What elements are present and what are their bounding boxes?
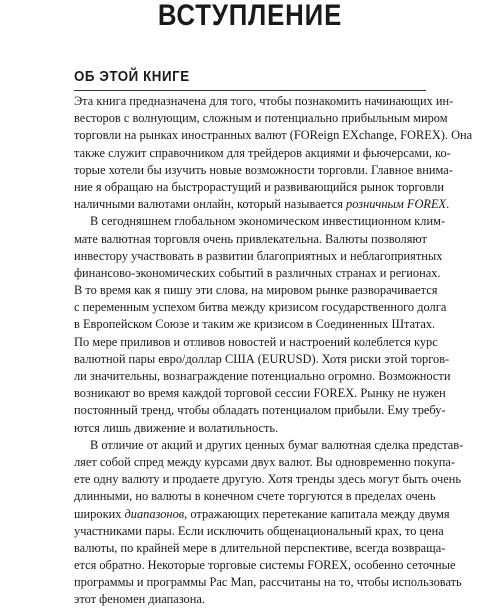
text-line [74, 93, 454, 110]
text-line [74, 316, 436, 333]
text-segment: По мере приливов и отливов новостей и настроений колеблется курс [74, 334, 438, 349]
text-line [74, 110, 448, 127]
text-segment: ли значительны, вознаграждение потенциально огромно. Возможности [74, 369, 451, 383]
text-line [74, 385, 446, 402]
text-segment: в Европейском Союзе и таким же кризисом в Соединенных Штатах. [74, 317, 436, 332]
text-segment: В отличие от акций и других ценных бумаг валютная сделка представ- [90, 437, 464, 452]
text-segment: ние я обращаю на быстрорастущий и развивающийся рынок торговли [74, 179, 445, 194]
text-segment: Эта книга предназначена для того, чтобы познакомить начинающих ин- [74, 94, 454, 108]
text-line [74, 420, 426, 437]
text-line [74, 574, 462, 591]
text-line [74, 540, 446, 557]
text-line [74, 437, 464, 454]
text-segment: этот феномен диапазона. [74, 592, 205, 607]
text-line [74, 282, 438, 299]
text-line [74, 368, 451, 385]
text-segment: . [446, 197, 450, 212]
text-segment: ется обратно. Некоторые торговые системы FOREX, особенно сеточные [74, 558, 456, 573]
text-segment: , отражающих перетекание капитала между двумя [184, 506, 450, 521]
text-line [74, 334, 438, 351]
section-title: ОБ ЭТОЙ КНИГЕ [74, 69, 190, 85]
paragraph [74, 93, 473, 213]
text-line [74, 299, 447, 316]
text-line [74, 471, 462, 488]
text-line [74, 231, 426, 248]
text-segment: наличными валютами онлайн, который называется [74, 197, 347, 212]
text-segment: постоянный тренд, чтобы обладать потенциалом прибыли. Ему требу- [74, 403, 446, 418]
text-segment: торые хотели бы изучить новые возможности торговли. Главное внима- [74, 162, 453, 177]
text-line [74, 557, 456, 574]
paragraph [74, 437, 464, 609]
text-line [74, 488, 436, 505]
text-segment: торговли на рынках иностранных валют (FOReign EXchange, FOREX). Она [74, 128, 473, 143]
text-segment: также служит справочником для трейдеров акциями и фьючерсами, ко- [74, 145, 451, 160]
text-line [74, 127, 473, 144]
italic-term: розничным FOREX [346, 197, 447, 212]
text-line [74, 591, 426, 608]
chapter-title: ВСТУПЛЕНИЕ [157, 0, 343, 32]
text-line [74, 351, 450, 368]
text-segment: ются лишь движение и волатильность. [74, 420, 279, 435]
text-segment: В сегодняшнем глобальном экономическом инвестиционном клим- [90, 214, 446, 229]
text-segment: валюты, по крайней мере в длительной перспективе, всегда возвраща- [74, 540, 446, 555]
text-segment: ете одну валюту и продаете другую. Хотя тренды здесь могут быть очень [74, 472, 462, 487]
paragraph [74, 213, 451, 436]
text-line [74, 179, 445, 196]
text-segment: финансово-экономических событий в различных странах и регионах. [74, 265, 441, 280]
text-segment: В то время как я пишу эти слова, на мировом рынке разворачивается [74, 283, 438, 298]
text-segment: широких [74, 506, 125, 521]
text-segment: возникают во время каждой торговой сессии FOREX. Рынку не нужен [74, 386, 446, 401]
text-segment: ляет собой спред между курсами двух валют. Вы одновременно покупа- [74, 454, 456, 469]
text-line [74, 402, 446, 419]
text-line [74, 265, 441, 282]
text-segment: инвестору участвовать в развитии благоприятных и неблагоприятных [74, 248, 443, 263]
text-segment: длинными, но валюты в конечном счете торгуются в пределах очень [74, 489, 436, 504]
section-divider [74, 90, 426, 91]
text-segment: программы и программы Pac Man, рассчитаны на то, чтобы использовать [74, 575, 462, 590]
body-text [74, 93, 473, 609]
text-segment: с переменным успехом битва между кризисом государственного долга [74, 300, 447, 315]
text-segment: валютной пары евро/доллар США (EURUSD). Хотя риски этой торгов- [74, 351, 450, 366]
text-segment: участниками пары. Если исключить общенациональный крах, то цена [74, 523, 444, 538]
text-line [74, 248, 443, 265]
text-line [74, 523, 444, 540]
text-line [74, 454, 456, 471]
text-line [74, 506, 450, 523]
text-line [74, 213, 446, 230]
text-line [74, 162, 453, 179]
text-line [74, 196, 450, 213]
text-segment: мате валютная торговля очень привлекательна. Валюты позволяют [74, 231, 427, 246]
text-segment: весторов с волнующим, сложным и потенциально прибыльным миром [74, 111, 448, 126]
italic-term: диапазонов [124, 506, 185, 521]
text-line [74, 145, 451, 162]
